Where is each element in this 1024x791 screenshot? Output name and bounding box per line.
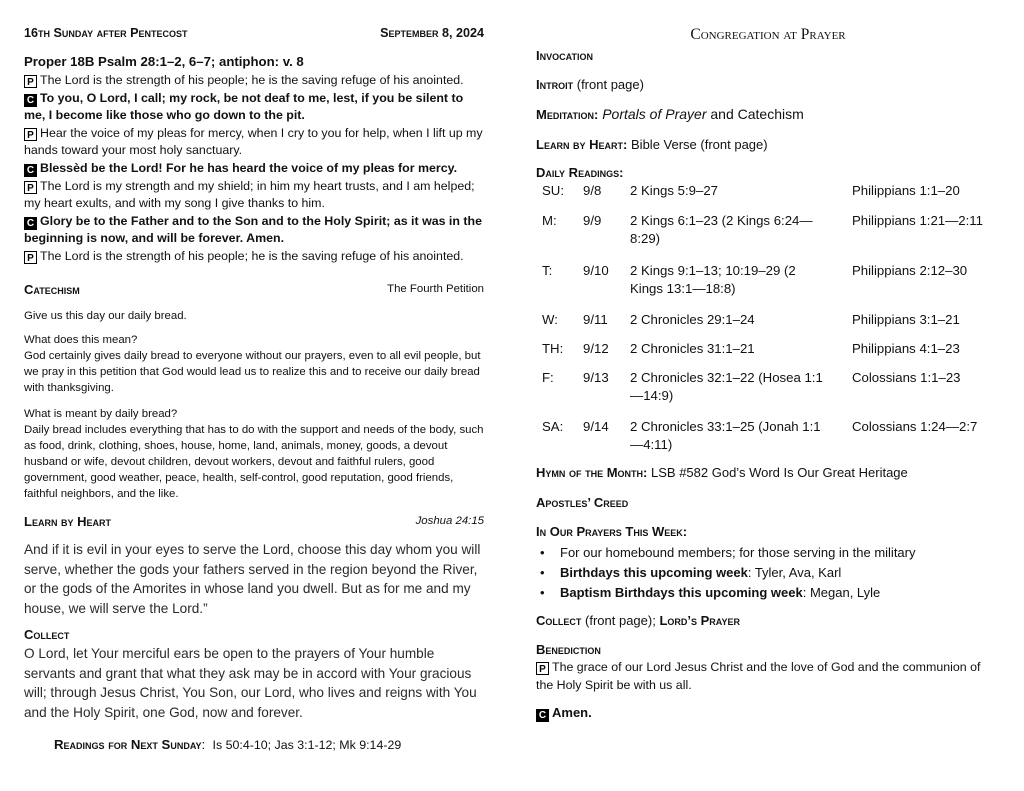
psalm-line bbox=[24, 213, 484, 248]
prayer-item bbox=[536, 583, 1000, 603]
collect-heading: Collect bbox=[24, 627, 70, 642]
reading-day: M: bbox=[542, 213, 557, 228]
amen-text: Amen. bbox=[552, 705, 592, 720]
reading-date: 9/9 bbox=[583, 213, 602, 228]
reading-row bbox=[536, 369, 996, 405]
reading-date: 9/11 bbox=[583, 312, 608, 327]
pastor-symbol-icon: P bbox=[24, 251, 37, 264]
reading-nt: Philippians 1:21—2:11 bbox=[852, 213, 983, 228]
reading-ot: 2 Chronicles 31:1–21 bbox=[630, 341, 755, 356]
psalm-line bbox=[24, 90, 484, 125]
catechism-petition: Give us this day our daily bread. bbox=[24, 310, 187, 322]
catechism-heading: Catechism bbox=[24, 282, 80, 297]
reading-nt: Philippians 4:1–23 bbox=[852, 341, 960, 356]
prayer-text: : Tyler, Ava, Karl bbox=[747, 565, 842, 580]
learn-heading: Learn by Heart bbox=[24, 514, 112, 529]
reading-nt: Philippians 2:12–30 bbox=[852, 263, 968, 278]
psalm-text bbox=[24, 72, 484, 266]
hymn-text: LSB #582 God’s Word Is Our Great Heritage bbox=[651, 465, 908, 480]
hymn-of-month bbox=[536, 465, 908, 480]
benediction-heading: Benediction bbox=[536, 642, 601, 657]
catechism-question-2: What is meant by daily bread? bbox=[24, 408, 178, 420]
meditation-book: Portals of Prayer bbox=[602, 106, 707, 122]
psalm-title: Proper 18B Psalm 28:1–2, 6–7; antiphon: v. 8 bbox=[24, 54, 304, 69]
psalm-line-text: Glory be to the Father and to the Son and to the Holy Spirit; as it was in the beginning is now, and will be forever. Amen. bbox=[24, 213, 482, 246]
reading-ot: 2 Kings 6:1–23 (2 Kings 6:24—8:29) bbox=[630, 213, 813, 246]
psalm-line-text: Hear the voice of my pleas for mercy, when I cry to you for help, when I lift up my hands toward your most holy sanctuary. bbox=[24, 125, 483, 158]
reading-date: 9/10 bbox=[583, 263, 609, 278]
congregation-symbol-icon: C bbox=[24, 164, 37, 177]
meditation-heading: Meditation: bbox=[536, 107, 599, 122]
learn-by-heart-text: Bible Verse (front page) bbox=[631, 137, 768, 152]
collect-line bbox=[536, 613, 740, 628]
benediction-text bbox=[536, 659, 1000, 694]
psalm-line-text: The Lord is my strength and my shield; in him my heart trusts, and I am helped; my heart exults, and with my song I give thanks to him. bbox=[24, 178, 475, 211]
congregation-symbol-icon: C bbox=[24, 217, 37, 230]
pastor-symbol-icon: P bbox=[24, 75, 37, 88]
learn-reference: Joshua 24:15 bbox=[415, 515, 484, 527]
collect-heading-right: Collect bbox=[536, 613, 582, 628]
apostles-creed: Apostles’ Creed bbox=[536, 495, 629, 510]
learn-verse: And if it is evil in your eyes to serve the Lord, choose this day whom you will serve, whether the gods your fathers served in the region beyond the River, or the gods of the Amorites in whose land you dwell. But as for me and my house, we will serve the Lord.” bbox=[24, 542, 481, 616]
congregation-symbol-icon: C bbox=[24, 94, 37, 107]
reading-day: TH: bbox=[542, 341, 564, 356]
catechism-answer-2: Daily bread includes everything that has to do with the support and needs of the body, such as food, drink, clothing, shoes, house, home, land, animals, money, goods, a devout husband or wife, devout children, devout workers, devout and faithful rulers, good government, good weather, peace, health, self-control, good reputation, good friends, faithful neighbors, and the like. bbox=[24, 424, 484, 500]
reading-ot: 2 Kings 5:9–27 bbox=[630, 183, 718, 198]
reading-date: 9/8 bbox=[583, 183, 602, 198]
reading-ot: 2 Chronicles 32:1–22 (Hosea 1:1—14:9) bbox=[630, 370, 823, 403]
prayer-label: Baptism Birthdays this upcoming week bbox=[560, 585, 803, 600]
reading-date: 9/12 bbox=[583, 341, 609, 356]
pastor-symbol-icon: P bbox=[24, 128, 37, 141]
reading-row bbox=[536, 212, 996, 248]
next-readings-text: Is 50:4-10; Jas 3:1-12; Mk 9:14-29 bbox=[212, 738, 402, 752]
psalm-line bbox=[24, 72, 484, 90]
learn-by-heart bbox=[536, 137, 768, 152]
prayer-item bbox=[536, 543, 1000, 563]
lords-prayer: Lord’s Prayer bbox=[659, 613, 740, 628]
reading-ot: 2 Chronicles 29:1–24 bbox=[630, 312, 755, 327]
introit-heading: Introit bbox=[536, 77, 574, 92]
next-readings-heading: Readings for Next Sunday bbox=[54, 737, 202, 752]
prayer-label: Birthdays this upcoming week bbox=[560, 565, 748, 580]
catechism-answer-1: God certainly gives daily bread to everyone without our prayers, even to all evil people, but we pray in this petition that God would lead us to realize this and to receive our daily bread with thanksgiving. bbox=[24, 350, 481, 394]
reading-ot: 2 Chronicles 33:1–25 (Jonah 1:1—4:11) bbox=[630, 419, 821, 452]
psalm-line-text: To you, O Lord, I call; my rock, be not deaf to me, lest, if you be silent to me, I become like those who go down to the pit. bbox=[24, 90, 464, 123]
pastor-symbol-icon: P bbox=[536, 662, 549, 675]
catechism-subtitle: The Fourth Petition bbox=[387, 283, 484, 295]
reading-day: SA: bbox=[542, 419, 564, 434]
psalm-line-text: The Lord is the strength of his people; he is the saving refuge of his anointed. bbox=[40, 248, 464, 263]
header-title: 16th Sunday after Pentecost bbox=[24, 26, 188, 40]
reading-day: SU: bbox=[542, 183, 564, 198]
next-readings-colon: : bbox=[201, 737, 213, 752]
meditation-rest: and Catechism bbox=[710, 106, 804, 122]
catechism-question-1: What does this mean? bbox=[24, 334, 138, 346]
reading-nt: Colossians 1:1–23 bbox=[852, 370, 961, 385]
pastor-symbol-icon: P bbox=[24, 181, 37, 194]
congregation-symbol-icon: C bbox=[536, 709, 549, 722]
benediction-body: The grace of our Lord Jesus Christ and the love of God and the communion of the Holy Spirit be with us all. bbox=[536, 660, 981, 692]
prayer-text: : Megan, Lyle bbox=[802, 585, 881, 600]
reading-nt: Philippians 3:1–21 bbox=[852, 312, 960, 327]
reading-row bbox=[536, 262, 996, 298]
reading-date: 9/13 bbox=[583, 370, 609, 385]
next-readings bbox=[54, 737, 401, 752]
reading-nt: Colossians 1:24—2:7 bbox=[852, 419, 978, 434]
meditation bbox=[536, 106, 804, 122]
page-title: Congregation at Prayer bbox=[690, 26, 846, 43]
prayers-heading: In Our Prayers This Week: bbox=[536, 524, 688, 539]
hymn-heading: Hymn of the Month: bbox=[536, 465, 648, 480]
amen-line bbox=[536, 705, 592, 722]
psalm-line bbox=[24, 248, 484, 266]
prayer-item bbox=[536, 563, 1000, 583]
daily-readings-heading: Daily Readings: bbox=[536, 165, 624, 180]
header-date: September 8, 2024 bbox=[380, 26, 484, 40]
reading-day: T: bbox=[542, 263, 553, 278]
reading-day: F: bbox=[542, 370, 554, 385]
reading-ot: 2 Kings 9:1–13; 10:19–29 (2 Kings 13:1—18:8) bbox=[630, 263, 796, 296]
reading-row bbox=[536, 418, 996, 454]
prayer-text: For our homebound members; for those serving in the military bbox=[560, 545, 916, 560]
prayers-list bbox=[536, 543, 1000, 603]
introit bbox=[536, 77, 644, 92]
invocation: Invocation bbox=[536, 48, 593, 63]
learn-by-heart-heading: Learn by Heart: bbox=[536, 137, 628, 152]
collect-note: (front page); bbox=[585, 613, 656, 628]
reading-day: W: bbox=[542, 312, 558, 327]
psalm-line-text: Blessèd be the Lord! For he has heard the voice of my pleas for mercy. bbox=[40, 160, 458, 175]
collect-text: O Lord, let Your merciful ears be open to the prayers of Your humble servants and grant that what they ask may be in accord with Your gracious will; through Jesus Christ, You Son, our Lord, who lives and reigns with You and the Holy Spirit, one God, now and forever. bbox=[24, 646, 477, 720]
psalm-line-text: The Lord is the strength of his people; he is the saving refuge of his anointed. bbox=[40, 73, 464, 87]
reading-nt: Philippians 1:1–20 bbox=[852, 183, 960, 198]
introit-note: (front page) bbox=[576, 77, 644, 92]
psalm-line bbox=[24, 178, 484, 213]
psalm-line bbox=[24, 125, 484, 160]
reading-date: 9/14 bbox=[583, 419, 609, 434]
psalm-line bbox=[24, 160, 484, 178]
